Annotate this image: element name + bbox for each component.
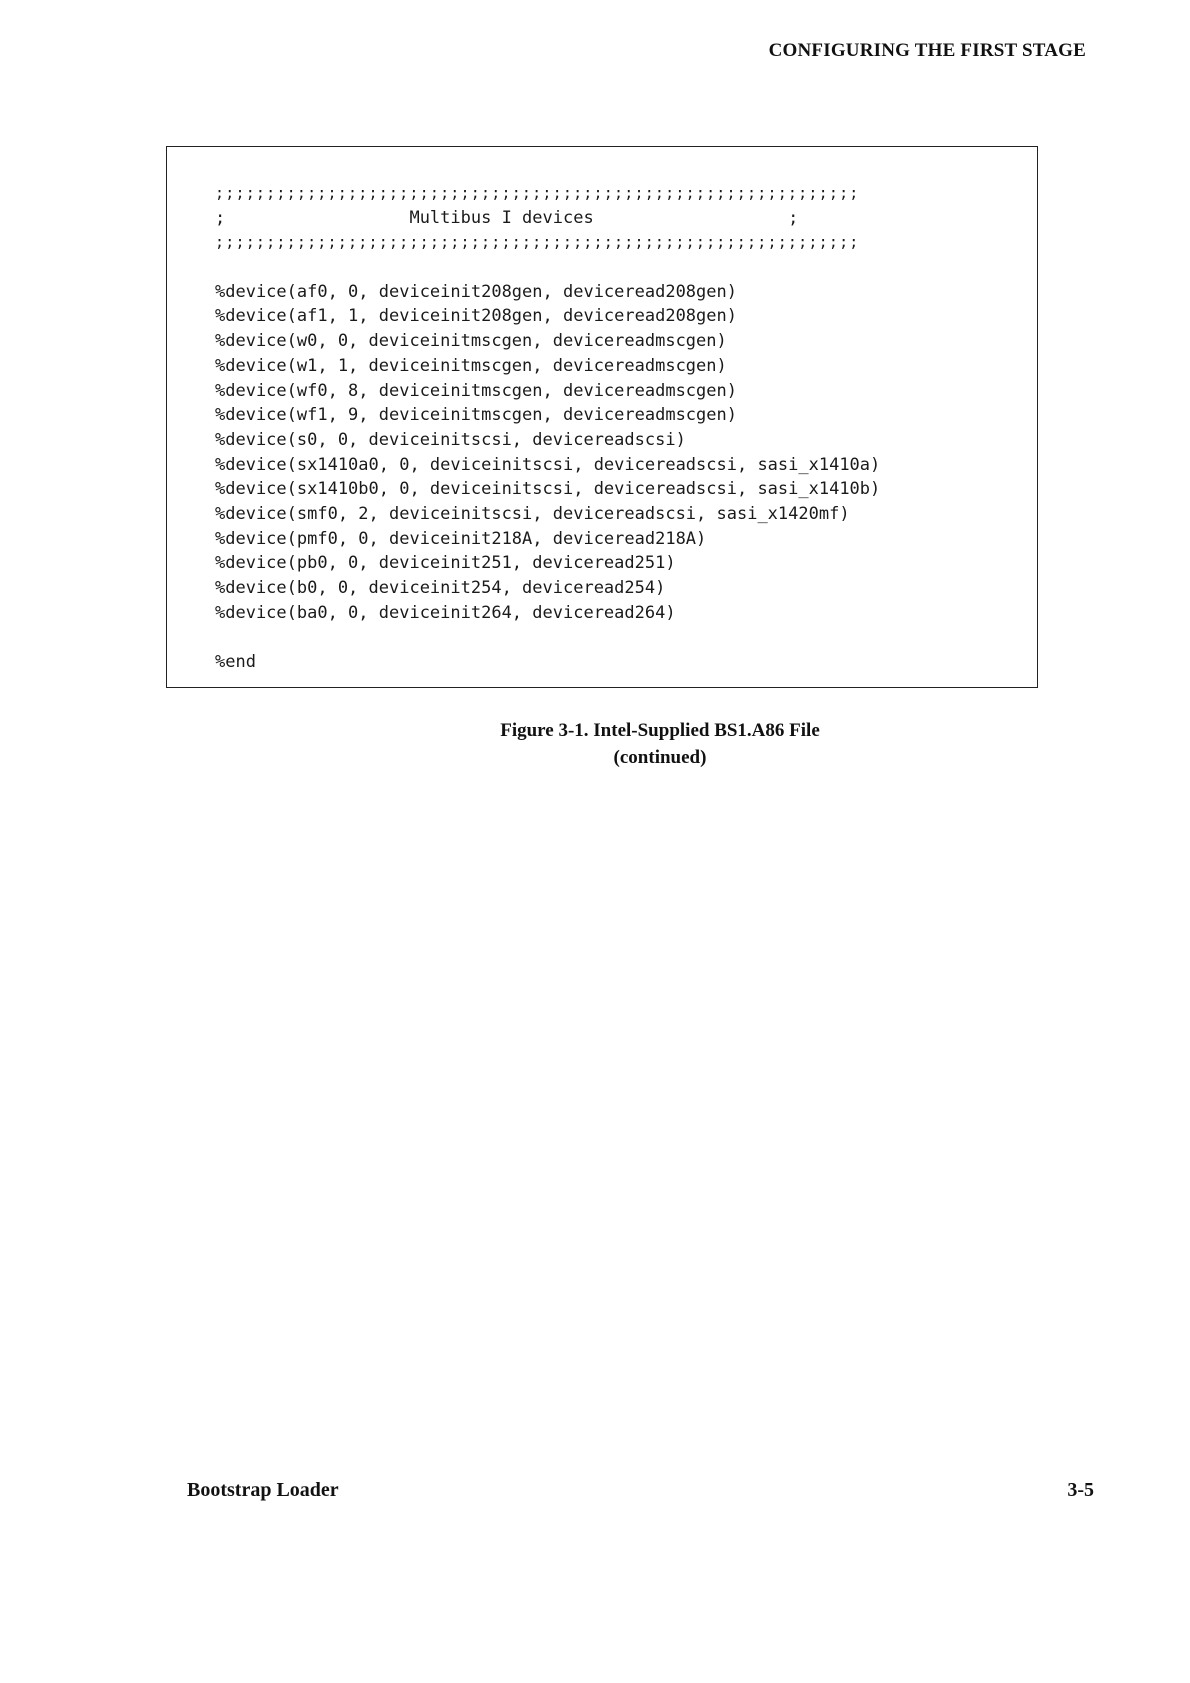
blank-line: [215, 625, 880, 650]
code-line: %device(pmf0, 0, deviceinit218A, deviceread218A): [215, 528, 707, 549]
running-head: CONFIGURING THE FIRST STAGE: [768, 40, 1086, 61]
figure-caption: Figure 3-1. Intel-Supplied BS1.A86 File: [500, 720, 820, 741]
code-line: %device(b0, 0, deviceinit254, deviceread254): [215, 578, 666, 598]
code-line: %device(w1, 1, deviceinitmscgen, devicereadmscgen): [215, 355, 727, 376]
page-number: 3-5: [1067, 1479, 1094, 1501]
separator-line: ;;;;;;;;;;;;;;;;;;;;;;;;;;;;;;;;;;;;;;;;;;;;;;;;;;;;;;;;;;;;;;;: [215, 184, 860, 202]
code-line: %device(sx1410a0, 0, deviceinitscsi, devicereadscsi, sasi_x1410a): [215, 454, 881, 475]
code-line: %device(af0, 0, deviceinit208gen, deviceread208gen): [215, 281, 737, 302]
footer-section-title: Bootstrap Loader: [187, 1479, 339, 1501]
code-line: %device(af1, 1, deviceinit208gen, deviceread208gen): [215, 306, 737, 327]
code-line: %device(ba0, 0, deviceinit264, deviceread264): [215, 602, 676, 623]
section-comment: ; Multibus I devices ;: [215, 207, 799, 228]
separator-line: ;;;;;;;;;;;;;;;;;;;;;;;;;;;;;;;;;;;;;;;;;;;;;;;;;;;;;;;;;;;;;;;: [215, 233, 860, 252]
code-line: %device(wf0, 8, deviceinitmscgen, devicereadmscgen): [215, 380, 737, 401]
blank-line: [215, 255, 880, 280]
code-line: %device(s0, 0, deviceinitscsi, devicereadscsi): [215, 429, 686, 450]
code-listing: [215, 181, 880, 675]
figure-caption-continued: (continued): [613, 747, 707, 768]
code-line: %device(wf1, 9, deviceinitmscgen, devicereadmscgen): [215, 405, 737, 426]
code-line: %device(pb0, 0, deviceinit251, deviceread251): [215, 553, 676, 574]
code-listing-box: [166, 146, 1038, 688]
code-line: %device(smf0, 2, deviceinitscsi, devicereadscsi, sasi_x1420mf): [215, 503, 850, 524]
code-line: %device(sx1410b0, 0, deviceinitscsi, devicereadscsi, sasi_x1410b): [215, 479, 881, 500]
code-line: %device(w0, 0, deviceinitmscgen, devicereadmscgen): [215, 331, 727, 352]
code-line: %end: [215, 652, 256, 673]
